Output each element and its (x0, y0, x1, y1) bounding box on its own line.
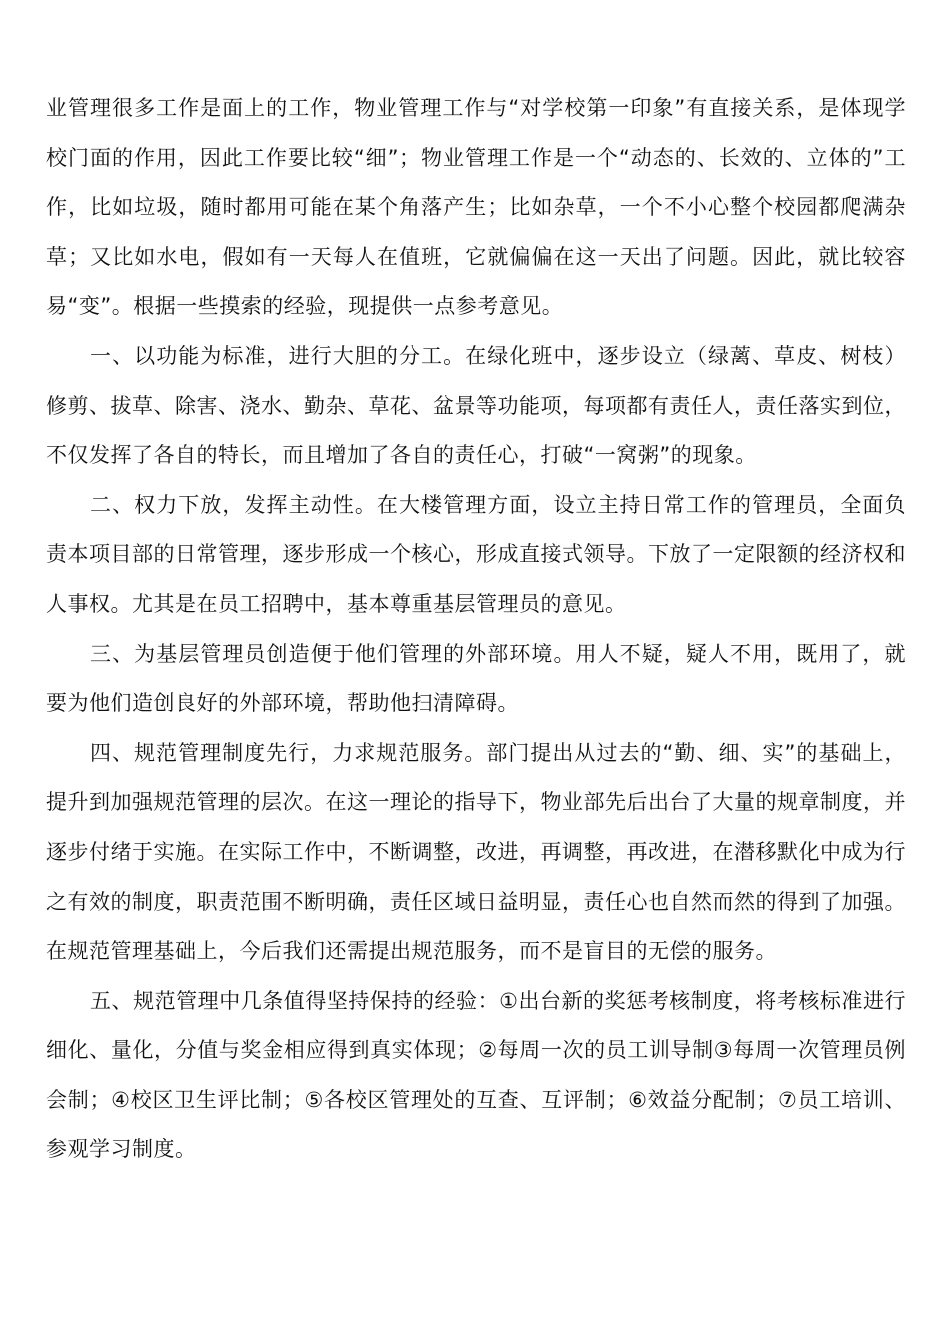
paragraph-item-2: 二、权力下放，发挥主动性。在大楼管理方面，设立主持日常工作的管理员，全面负责本项目部的日常管理，逐步形成一个核心，形成直接式领导。下放了一定限额的经济权和人事权。尤其是在员工招聘中，基本尊重基层管理员的意见。 (46, 492, 906, 616)
document-body (46, 84, 906, 1175)
paragraph-item-1: 一、以功能为标准，进行大胆的分工。在绿化班中，逐步设立（绿蓠、草皮、树枝）修剪、拔草、除害、浇水、勤杂、草花、盆景等功能项，每项都有责任人，责任落实到位，不仅发挥了各自的特长，而且增加了各自的责任心，打破“一窝粥”的现象。 (46, 343, 906, 468)
paragraph-continuation: 业管理很多工作是面上的工作，物业管理工作与“对学校第一印象”有直接关系，是体现学校门面的作用，因此工作要比较“细”；物业管理工作是一个“动态的、长效的、立体的”工作，比如垃圾，随时都用可能在某个角落产生；比如杂草，一个不小心整个校园都爬满杂草；又比如水电，假如有一天每人在值班，它就偏偏在这一天出了问题。因此，就比较容易“变”。根据一些摸索的经验，现提供一点参考意见。 (46, 96, 906, 319)
paragraph-item-5: 五、规范管理中几条值得坚持保持的经验：①出台新的奖惩考核制度，将考核标准进行细化、量化，分值与奖金相应得到真实体现；②每周一次的员工训导制③每周一次管理员例会制；④校区卫生评比制；⑤各校区管理处的互查、互评制；⑥效益分配制；⑦员工培训、参观学习制度。 (46, 988, 906, 1162)
paragraph-item-3: 三、为基层管理员创造便于他们管理的外部环境。用人不疑，疑人不用，既用了，就要为他们造创良好的外部环境，帮助他扫清障碍。 (46, 641, 906, 716)
paragraph-item-4: 四、规范管理制度先行，力求规范服务。部门提出从过去的“勤、细、实”的基础上，提升到加强规范管理的层次。在这一理论的指导下，物业部先后出台了大量的规章制度，并逐步付绪于实施。在实际工作中，不断调整，改进，再调整，再改进，在潜移默化中成为行之有效的制度，职责范围不断明确，责任区域日益明显，责任心也自然而然的得到了加强。在规范管理基础上，今后我们还需提出规范服务，而不是盲目的无偿的服务。 (46, 740, 906, 964)
